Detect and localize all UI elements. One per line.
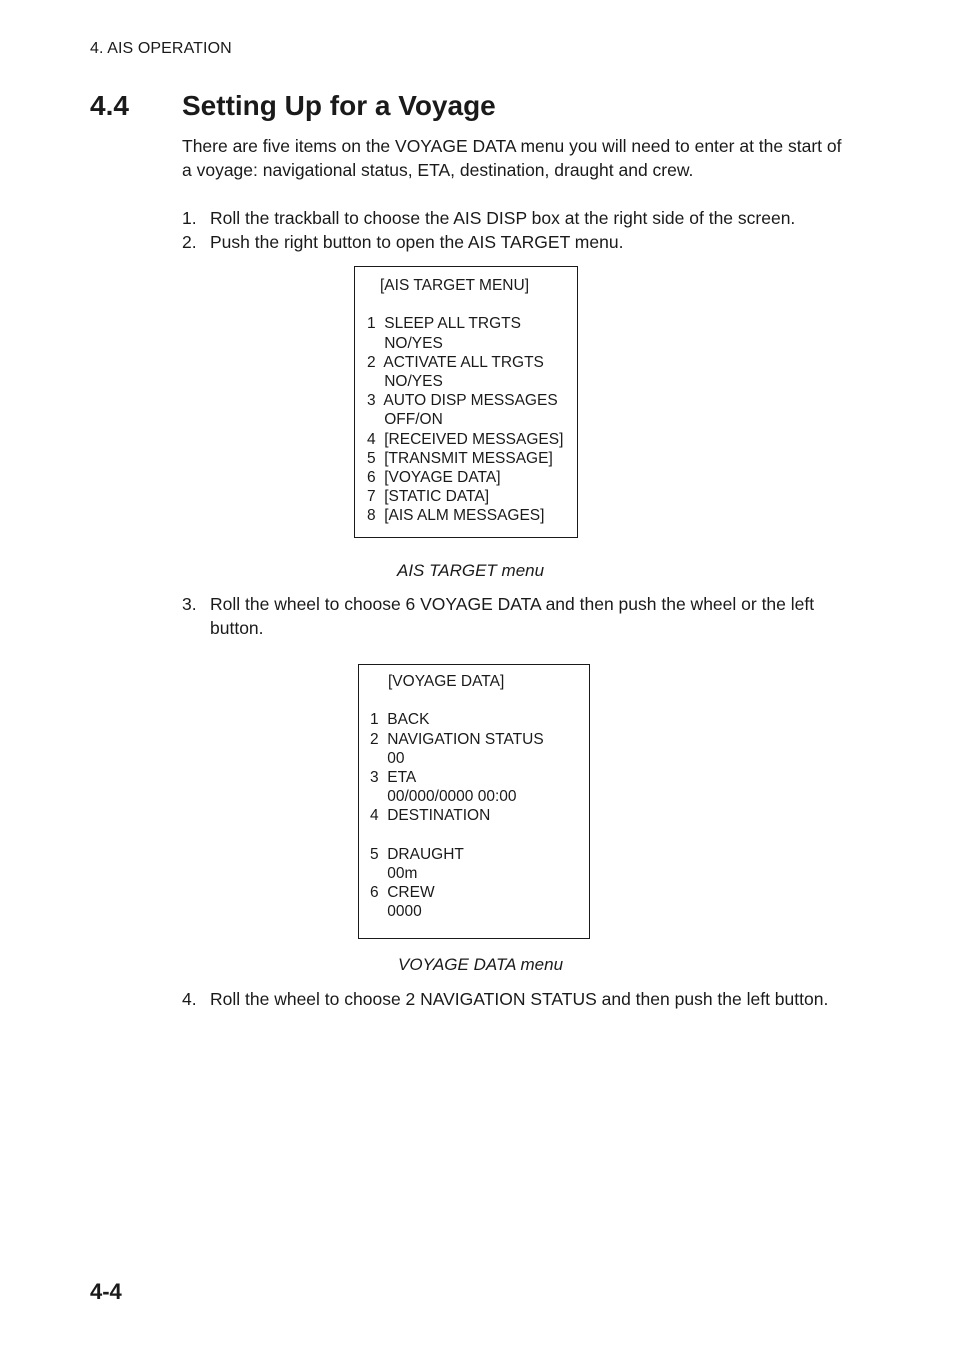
menu-line: 4 [RECEIVED MESSAGES]: [367, 430, 564, 448]
voyage-data-menu-title: [VOYAGE DATA]: [388, 673, 505, 690]
menu-line: 00m: [370, 864, 418, 882]
menu-line: OFF/ON: [367, 411, 443, 429]
running-header: 4. AIS OPERATION: [90, 40, 232, 57]
menu-line: 4 DESTINATION: [370, 807, 491, 825]
step-number: 1.: [182, 208, 197, 228]
step-text: Roll the wheel to choose 2 NAVIGATION STATUS and then push the left button.: [210, 989, 829, 1009]
ais-target-menu-title: [AIS TARGET MENU]: [380, 277, 529, 294]
menu-line: 6 CREW: [370, 884, 435, 902]
menu-line: 1 BACK: [370, 711, 430, 729]
menu-line: 0000: [370, 903, 422, 921]
ais-target-menu-box: [354, 266, 578, 538]
menu-line: NO/YES: [367, 372, 443, 390]
menu-line: 3 ETA: [370, 768, 417, 786]
step-number: 4.: [182, 989, 197, 1009]
menu-line: 5 DRAUGHT: [370, 845, 464, 863]
menu-line: 7 [STATIC DATA]: [367, 488, 490, 506]
menu-line: 00/000/0000 00:00: [370, 788, 517, 806]
menu-line: 2 NAVIGATION STATUS: [370, 730, 544, 748]
step-number: 2.: [182, 232, 197, 252]
menu-line: 2 ACTIVATE ALL TRGTS: [367, 353, 544, 371]
voyage-data-menu-box: [358, 664, 590, 939]
voyage-data-menu-caption: VOYAGE DATA menu: [398, 955, 564, 974]
page-number: 4-4: [90, 1279, 122, 1304]
section-heading: [90, 90, 496, 122]
menu-line: 8 [AIS ALM MESSAGES]: [367, 507, 545, 525]
menu-line: 5 [TRANSMIT MESSAGE]: [367, 449, 553, 467]
menu-line: 3 AUTO DISP MESSAGES: [367, 392, 558, 410]
section-number: 4.4: [90, 90, 129, 121]
step-2: [182, 230, 842, 254]
step-3: [182, 592, 842, 640]
section-title: Setting Up for a Voyage: [182, 90, 496, 121]
menu-line: NO/YES: [367, 334, 443, 352]
menu-line: 1 SLEEP ALL TRGTS: [367, 315, 521, 333]
ais-target-menu-caption: AIS TARGET menu: [397, 561, 545, 580]
menu-line: 6 [VOYAGE DATA]: [367, 468, 501, 486]
step-1: [182, 206, 842, 230]
intro-paragraph: There are five items on the VOYAGE DATA menu you will need to enter at the start of a voyage: navigational status, ETA, destination, draught and crew.: [182, 136, 842, 180]
menu-line: [370, 826, 589, 845]
step-text: Push the right button to open the AIS TARGET menu.: [210, 232, 624, 252]
step-text: Roll the wheel to choose 6 VOYAGE DATA and then push the wheel or the left button.: [210, 594, 815, 638]
step-text: Roll the trackball to choose the AIS DISP box at the right side of the screen.: [210, 208, 796, 228]
menu-line: 00: [370, 749, 405, 767]
step-4: [182, 987, 842, 1011]
step-number: 3.: [182, 594, 197, 614]
